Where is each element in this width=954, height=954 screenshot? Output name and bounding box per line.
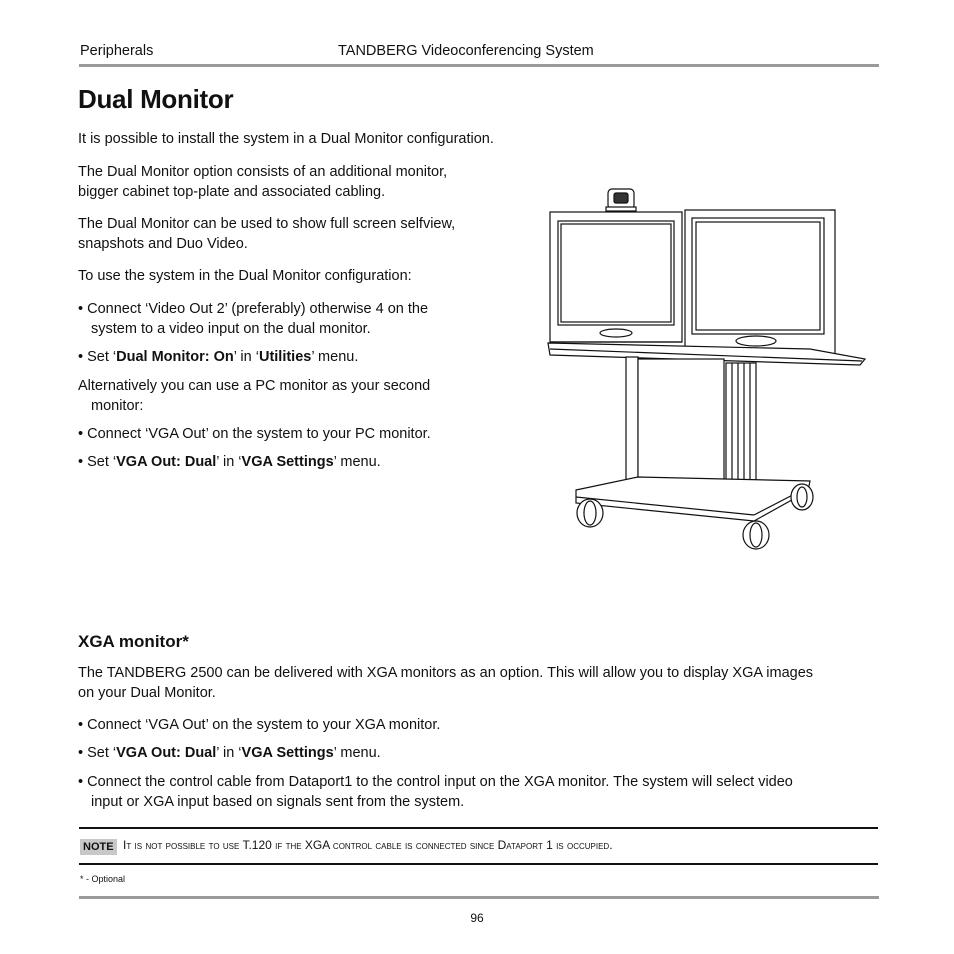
list-item-text: system to a video input on the dual monitor. <box>91 320 371 337</box>
right-monitor <box>685 210 835 356</box>
text-run: ’ menu. <box>333 745 381 761</box>
dual-monitor-cart-illustration <box>540 185 870 555</box>
list-item: • Connect ‘VGA Out’ on the system to your PC monitor. <box>78 426 431 442</box>
text-run: Set ‘ <box>87 454 117 470</box>
menu-name: Utilities <box>258 349 312 365</box>
usage-paragraph-line: The Dual Monitor can be used to show full screen selfview, <box>78 216 456 232</box>
usage-paragraph-line: snapshots and Duo Video. <box>78 235 248 252</box>
option-paragraph-line: The Dual Monitor option consists of an additional monitor, <box>78 164 448 180</box>
list-item: • Connect ‘Video Out 2’ (preferably) otherwise 4 on the system to a video input on the dual monitor. <box>78 300 511 339</box>
list-item: • Set ‘VGA Out: Dual’ in ‘VGA Settings’ menu. <box>78 745 381 761</box>
note-badge: NOTE <box>80 839 117 855</box>
list-item-text: Connect ‘VGA Out’ on the system to your PC monitor. <box>87 426 431 442</box>
header-section: Peripherals <box>80 43 154 59</box>
list-item-text: Connect ‘Video Out 2’ (preferably) otherwise 4 on the <box>87 301 429 317</box>
footer-rule <box>79 896 879 899</box>
header-document-title: TANDBERG Videoconferencing System <box>338 43 594 59</box>
usage-paragraph <box>78 215 455 254</box>
text-run: ’ in ‘ <box>233 349 259 365</box>
setting-name: VGA Out: Dual <box>116 745 217 761</box>
intro-paragraph: It is possible to install the system in a Dual Monitor configuration. <box>78 131 494 147</box>
alternative-paragraph-line: Alternatively you can use a PC monitor as your second <box>78 378 431 394</box>
list-item-text: Connect the control cable from Dataport1 to the control input on the XGA monitor. The system will select video <box>87 774 793 790</box>
list-item: • Set ‘Dual Monitor: On’ in ‘Utilities’ menu. <box>78 349 359 365</box>
note-rule-top <box>79 827 878 829</box>
list-item: • Connect the control cable from Dataport1 to the control input on the XGA monitor. The system will select video input or XGA input based on signals sent from the system. <box>78 773 911 812</box>
alternative-paragraph <box>78 377 430 416</box>
xga-paragraph-line: The TANDBERG 2500 can be delivered with XGA monitors as an option. This will allow you to display XGA images <box>78 665 814 681</box>
menu-name: VGA Settings <box>241 454 334 470</box>
page-number: 96 <box>470 911 484 925</box>
note-text: It is not possible to use T.120 if the XGA control cable is connected since Dataport 1 is occupied. <box>123 838 613 852</box>
xga-heading: XGA monitor* <box>78 632 189 651</box>
footnote: * - Optional <box>80 874 126 884</box>
xga-paragraph-line: on your Dual Monitor. <box>78 684 216 701</box>
left-monitor <box>550 212 682 342</box>
alternative-paragraph-line: monitor: <box>91 397 144 414</box>
camera-icon <box>606 189 636 211</box>
list-item: • Connect ‘VGA Out’ on the system to your XGA monitor. <box>78 717 441 733</box>
note-rule-bottom <box>79 863 878 865</box>
cart-base <box>576 477 810 521</box>
wheel-icon <box>743 521 769 549</box>
list-item-text: Connect ‘VGA Out’ on the system to your XGA monitor. <box>87 717 441 733</box>
wheel-icon <box>577 499 603 527</box>
header-rule <box>79 64 879 67</box>
config-intro: To use the system in the Dual Monitor configuration: <box>78 268 412 284</box>
text-run: Set ‘ <box>87 745 117 761</box>
setting-name: VGA Out: Dual <box>116 454 217 470</box>
option-paragraph-line: bigger cabinet top-plate and associated cabling. <box>78 183 386 200</box>
list-item: • Set ‘VGA Out: Dual’ in ‘VGA Settings’ menu. <box>78 454 381 470</box>
xga-paragraph <box>78 664 888 703</box>
page-title: Dual Monitor <box>78 84 234 114</box>
text-run: ’ in ‘ <box>216 454 242 470</box>
menu-name: VGA Settings <box>241 745 334 761</box>
list-item-text: input or XGA input based on signals sent from the system. <box>91 793 465 810</box>
option-paragraph <box>78 163 447 202</box>
text-run: Set ‘ <box>87 349 117 365</box>
setting-name: Dual Monitor: On <box>116 349 234 365</box>
wheel-icon <box>791 484 813 510</box>
text-run: ’ in ‘ <box>216 745 242 761</box>
text-run: ’ menu. <box>311 349 359 365</box>
text-run: ’ menu. <box>333 454 381 470</box>
